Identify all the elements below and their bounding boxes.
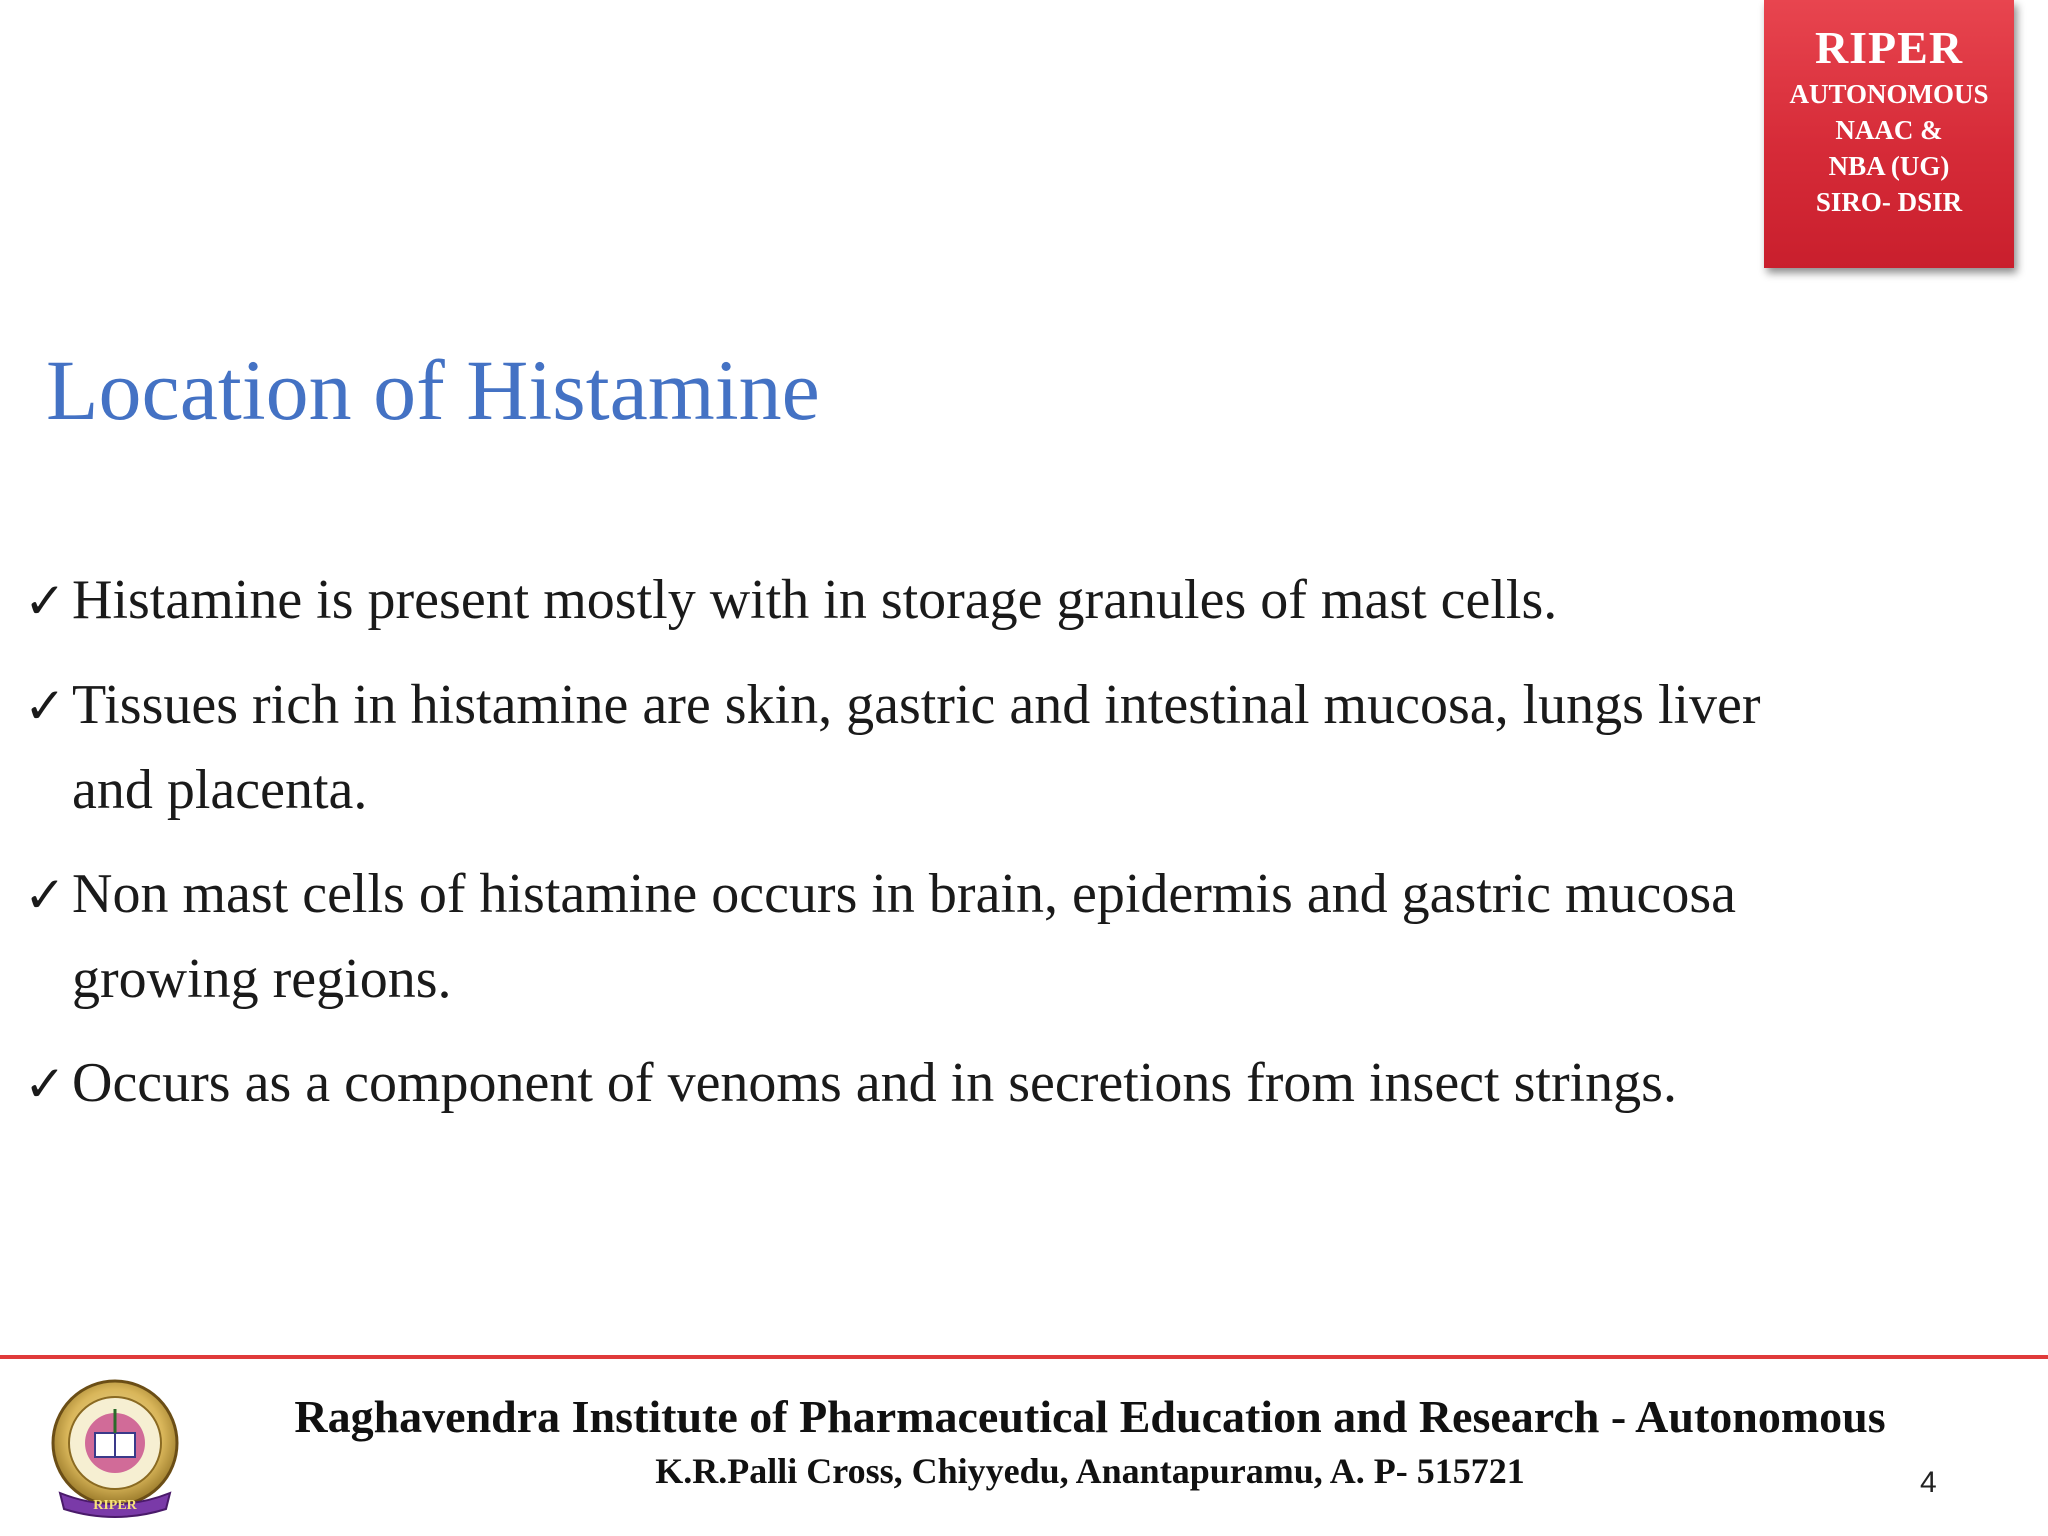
bullet-item — [24, 852, 1984, 1021]
checkmark-icon: ✓ — [24, 573, 66, 629]
checkmark-icon: ✓ — [24, 678, 66, 734]
accreditation-badge — [1764, 0, 2014, 268]
institute-logo-icon — [40, 1375, 190, 1525]
checkmark-icon: ✓ — [24, 867, 66, 923]
bullet-item — [24, 1041, 1984, 1126]
institute-name: Raghavendra Institute of Pharmaceutical Education and Research - Autonomous — [294, 1391, 1886, 1442]
bullet-text-continued: growing regions. — [72, 948, 452, 1010]
footer-divider — [0, 1355, 2048, 1359]
checkmark-icon: ✓ — [24, 1056, 66, 1112]
institute-address: K.R.Palli Cross, Chiyyedu, Anantapuramu, A. P- 515721 — [655, 1451, 1525, 1491]
bullet-text: Non mast cells of histamine occurs in brain, epidermis and gastric mucosa — [72, 863, 1737, 925]
bullet-text: Occurs as a component of venoms and in secretions from insect strings. — [72, 1052, 1677, 1114]
bullet-text: Histamine is present mostly with in storage granules of mast cells. — [72, 569, 1558, 631]
badge-title: RIPER — [1814, 22, 1964, 73]
bullet-text: Tissues rich in histamine are skin, gastric and intestinal mucosa, lungs liver — [72, 674, 1761, 736]
logo-ribbon-text: RIPER — [93, 1498, 137, 1513]
bullet-text-continued: and placenta. — [72, 759, 368, 821]
page-number: 4 — [1920, 1466, 1937, 1499]
badge-line-naac: NAAC & — [1835, 115, 1943, 145]
bullet-item — [24, 558, 1984, 643]
badge-line-nba: NBA (UG) — [1828, 151, 1950, 181]
bullet-list — [24, 558, 1984, 1146]
slide-title: Location of Histamine — [46, 342, 820, 438]
bullet-item — [24, 663, 1984, 832]
badge-line-autonomous: AUTONOMOUS — [1789, 79, 1989, 109]
badge-line-siro: SIRO- DSIR — [1815, 187, 1963, 217]
